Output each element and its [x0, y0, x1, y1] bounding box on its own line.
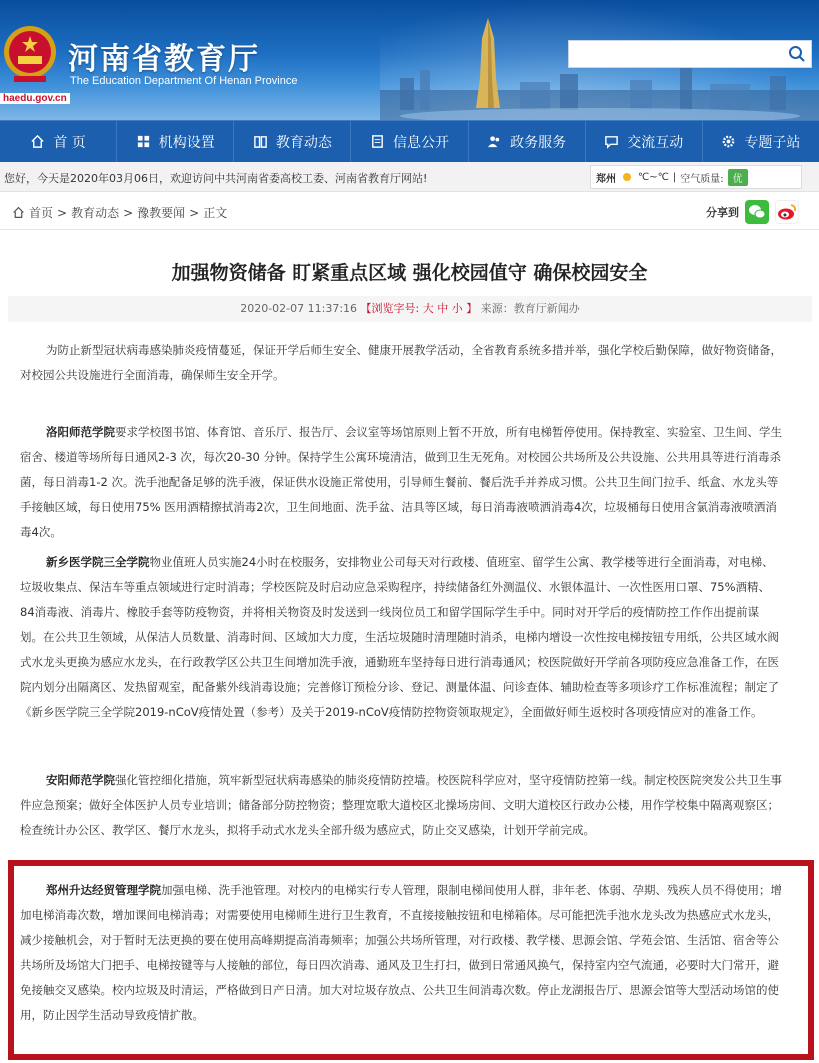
paragraph-lead: 洛阳师范学院: [46, 425, 115, 439]
paragraph-lead: 安阳师范学院: [46, 773, 115, 787]
nav-label: 首 页: [53, 134, 86, 151]
nav-label: 信息公开: [392, 134, 449, 151]
book-icon: [253, 134, 268, 149]
nav-label: 专题子站: [744, 134, 801, 151]
chat-icon: [604, 134, 619, 149]
article-paragraph: 为防止新型冠状病毒感染肺炎疫情蔓延，保证开学后师生安全、健康开展教学活动，全省教育系统多措并举，强化学校后勤保障，做好物资储备，对校园公共设施进行全面消毒，确保师生安全开学。: [20, 343, 782, 382]
paragraph-text: 物业值班人员实施24小时在校服务，安排物业公司每天对行政楼、值班室、留学生公寓、教学楼等进行全面消毒，对电梯、垃圾收集点、保洁车等重点领域进行定时消毒；学校医院及时启动应急采购程序，持续储备红外测温仪、水银体温计、一次性医用口罩、75%酒精、84消毒液、消毒片、橡胶手套等防疫物资，并将相关物资及时发送到一线岗位员工和留学国际学生手中。同时对开学后的疫情防控工作作出提前谋划。在公共卫生领域，从保洁人员数量、消毒时间、区域加大力度，生活垃圾随时清理随时消杀，电梯内增设一次性按电梯按钮专用纸，公共区域水阀式水龙头更换为感应水龙头，在行政教学区公共卫生间增加洗手液，通勤班车坚持每日进行消毒通风；校医院做好开学前各项防疫应急准备工作，在医院内划分出隔离区、发热留观室，配备紫外线消毒设施；完善修订预检分诊、登记、测量体温、问诊查体、辅助检查等多项诊疗工作标准流程；制定了《新乡医学院三全学院2019-nCoV疫情处置（参考）及关于2019-nCoV疫情防控物资领取规定》，全面做好师生返校时各项疫情应对的准备工作。: [20, 555, 779, 719]
paragraph-lead: 新乡医学院三全学院: [46, 555, 150, 569]
article-paragraph: [20, 768, 782, 843]
header-banner: [0, 0, 819, 120]
nav-label: 政务服务: [510, 134, 567, 151]
breadcrumb-henan-news[interactable]: 豫教要闻: [137, 206, 186, 220]
font-size-prefix: 【浏览字号:: [360, 302, 420, 315]
search-box: [568, 40, 812, 68]
home-icon: [30, 134, 45, 149]
breadcrumb-sep: >: [189, 205, 200, 220]
breadcrumb-sep: >: [123, 205, 134, 220]
nav-item-organization[interactable]: [117, 121, 234, 162]
nav-label: 机构设置: [158, 134, 215, 151]
nav-label: 交流互动: [627, 134, 684, 151]
weather-temp: ℃~℃: [638, 171, 669, 183]
weather-city: 郑州: [596, 173, 616, 185]
breadcrumb-home[interactable]: 首页: [29, 206, 54, 220]
share-bar: [706, 200, 799, 224]
paragraph-text: 加强电梯、洗手池管理。对校内的电梯实行专人管理，限制电梯间使用人群，非年老、体弱、孕期、残疾人员不得使用；增加电梯消毒次数，增加课间电梯消毒；对需要使用电梯师生进行卫生教育，不直接接触按钮和电梯箱体。尽可能把洗手池水龙头改为热感应式水龙头，减少接触机会，对于暂时无法更换的要在使用高峰期提高消毒频率；加强公共场所管理，对行政楼、教学楼、思源会馆、学苑会馆、生活馆、宿舍等公共场所及场馆大门把手、电梯按键等与人接触的部位，每日四次消毒、通风及卫生打扫，做到日常通风换气，保持室内空气流通，必要时大门常开，避免接触交叉感染。校内垃圾及时清运，严格做到日产日清。加大对垃圾存放点、公共卫生间消毒次数。停止龙湖报告厅、思源会馆等大型活动场馆的使用，防止因学生活动导致疫情扩散。: [20, 883, 782, 1022]
breadcrumb-sep: >: [57, 205, 68, 220]
font-size-suffix: 】: [466, 302, 478, 315]
article-paragraph: [20, 420, 782, 545]
breadcrumb-row: [0, 192, 819, 230]
document-icon: [370, 134, 385, 149]
air-quality-label: 空气质量:: [680, 173, 724, 185]
grid-icon: [136, 134, 151, 149]
paragraph-text: 强化管控细化措施，筑牢新型冠状病毒感染的肺炎疫情防控墙。校医院科学应对，坚守疫情防控第一线。制定校医院突发公共卫生事件应急预案；做好全体医护人员专业培训；储备部分防控物资；整理宽歌大道校区北操场房间、文明大道校区行政办公楼，用作学校集中隔离观察区；检查统计办公区、教学区、餐厅水龙头，拟将手动式水龙头全部升级为感应式，防止交叉感染，计划开学前完成。: [20, 773, 782, 837]
nav-item-home[interactable]: [0, 121, 117, 162]
search-input[interactable]: [569, 41, 779, 67]
site-title: 河南省教育厅: [68, 42, 260, 77]
share-label: 分享到: [706, 206, 739, 219]
article-source: 来源：教育厅新闻办: [480, 302, 580, 315]
separator: |: [672, 171, 677, 183]
wechat-icon: [748, 204, 766, 220]
home-icon: [12, 206, 25, 219]
font-size-small[interactable]: 小: [451, 302, 463, 315]
nav-item-services[interactable]: [469, 121, 586, 162]
site-url: haedu.gov.cn: [0, 93, 70, 104]
breadcrumb-news[interactable]: 教育动态: [71, 206, 120, 220]
users-icon: [487, 134, 502, 149]
info-bar: [0, 162, 819, 192]
weather-widget: [596, 167, 748, 187]
gear-icon: [721, 134, 736, 149]
article-title: 加强物资储备 盯紧重点区域 强化校园值守 确保校园安全: [171, 262, 648, 284]
nav-label: 教育动态: [275, 134, 332, 151]
article-paragraph: [20, 550, 782, 725]
welcome-text: 您好，今天是2020年03月06日，欢迎访问中共河南省委高校工委、河南省教育厅网站!: [4, 172, 428, 185]
nav-item-news[interactable]: [234, 121, 351, 162]
breadcrumb-current: 正文: [203, 206, 228, 220]
article-meta: [8, 296, 812, 322]
national-emblem-icon: [0, 22, 60, 86]
air-quality-badge: 优: [728, 169, 748, 186]
paragraph-lead: 郑州升达经贸管理学院: [46, 883, 161, 897]
font-size-large[interactable]: 大: [422, 302, 434, 315]
weather-sun-icon: [620, 170, 634, 184]
main-nav: [0, 120, 819, 162]
wechat-share-icon[interactable]: [745, 200, 769, 224]
search-icon[interactable]: [787, 44, 807, 64]
nav-item-interaction[interactable]: [586, 121, 703, 162]
font-size-medium[interactable]: 中: [437, 302, 449, 315]
site-subtitle: The Education Department Of Henan Province: [70, 75, 298, 87]
font-size-control: [361, 302, 481, 315]
nav-item-topics[interactable]: [703, 121, 819, 162]
tower-image: [474, 18, 502, 108]
paragraph-text: 要求学校图书馆、体育馆、音乐厅、报告厅、会议室等场馆原则上暂不开放，所有电梯暂停使用。保持教室、实验室、卫生间、学生宿舍、楼道等场所每日通风2-3 次，每次20-30 分钟。保持学生公寓环境清洁，做到卫生无死角。对校园公共场所及公共设施、公共用具等进行消毒杀菌，每日消毒1-2 次。洗手池配备足够的洗手液，保证供水设施正常使用，引导师生餐前、餐后洗手并养成习惯。公共卫生间门拉手、纸盒、水龙头等手接触区域，每日使用75% 医用酒精擦拭消毒2次，卫生间地面、洗手盆、洁具等区域，每日消毒液喷洒消毒4次，垃圾桶每日使用含氯消毒液喷洒消毒4次。: [20, 425, 782, 539]
city-skyline-image: [380, 60, 819, 120]
article-paragraph: [20, 878, 782, 1028]
nav-item-disclosure[interactable]: [351, 121, 468, 162]
weibo-icon: [777, 203, 797, 221]
article-date: 2020-02-07 11:37:16: [240, 302, 358, 315]
breadcrumb: [12, 204, 227, 221]
weibo-share-icon[interactable]: [775, 200, 799, 224]
